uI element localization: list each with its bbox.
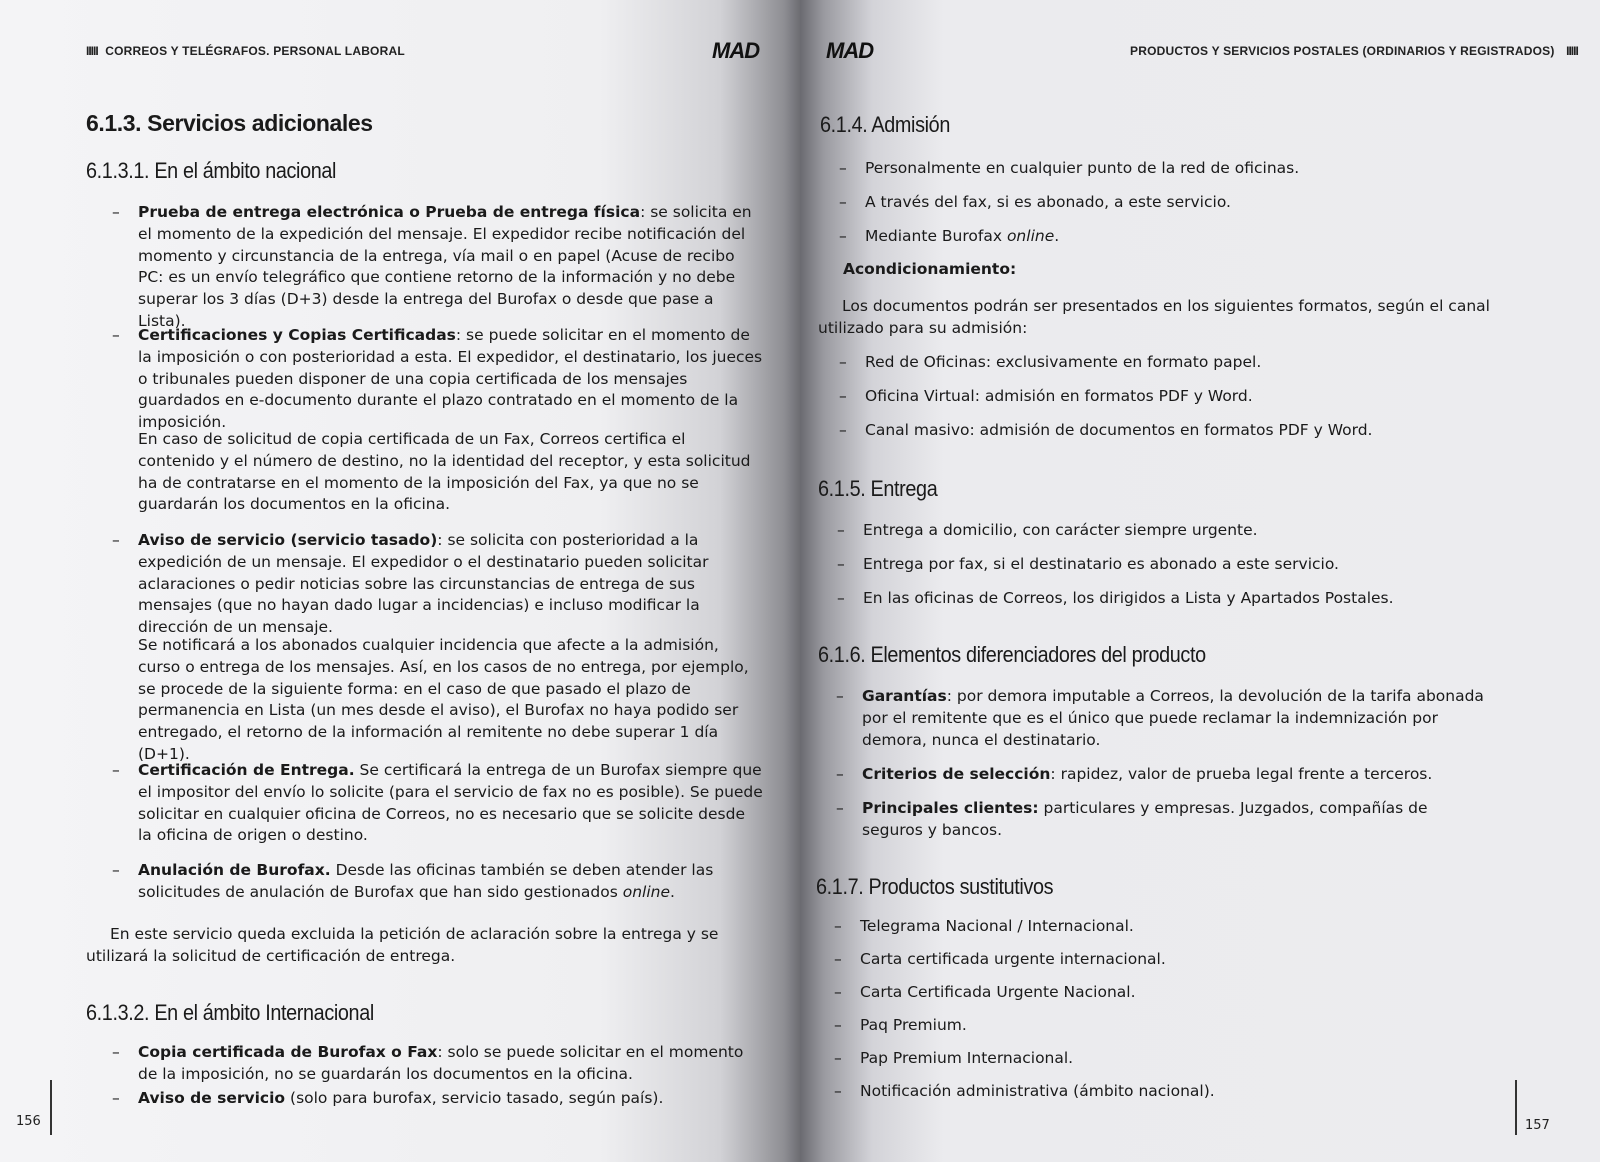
list-item-formato-3: – Canal masivo: admisión de documentos en formatos PDF y Word.	[839, 421, 1373, 439]
paragraph-copia-certificada: En caso de solicitud de copia certificada de un Fax, Correos certifica el contenido y el número de destino, no la identidad del receptor, y esta solicitud ha de contratarse en el momento de la imposición del Fax, ya que no se guardarán los documentos en la oficina.	[138, 430, 751, 514]
left-running-header	[86, 44, 405, 58]
section-heading-613: 6.1.3. Servicios adicionales	[86, 110, 373, 136]
right-page	[800, 0, 1600, 1162]
header-marks: IIIII	[86, 44, 98, 58]
paragraph-notificara: Se notificará a los abonados cualquier incidencia que afecte a la admisión, curso o entrega de los mensajes. Así, en los casos de no entrega, por ejemplo, se procede de la siguiente forma: en el caso de que pasado el plazo de permanencia en Lista (un mes desde el aviso), el Burofax no haya podido ser entregado, el retorno de la información al remitente no debe superar 1 día (D+1).	[138, 636, 749, 763]
list-item-sustitutivo-2: – Carta certificada urgente internacional.	[834, 950, 1166, 968]
list-item-aviso-servicio-internacional: – Aviso de servicio (solo para burofax, servicio tasado, según país).	[112, 1089, 664, 1107]
header-marks: IIIII	[1566, 44, 1578, 58]
list-item-sustitutivo-3: – Carta Certificada Urgente Nacional.	[834, 983, 1136, 1001]
list-item-clientes: – Principales clientes: particulares y empresas. Juzgados, compañías de seguros y bancos.	[836, 799, 1428, 839]
list-item-criterios: – Criterios de selección: rapidez, valor de prueba legal frente a terceros.	[836, 765, 1433, 783]
list-item-aviso-servicio: – Aviso de servicio (servicio tasado): se solicita con posterioridad a la expedición de un mensaje. El expedidor o el destinatario pueden solicitar aclaraciones o pedir noticias sobre las circunstancias de entrega de sus mensajes (que no hayan dado lugar a incidencias) e incluso modificar la dirección de un mensaje.	[112, 531, 709, 637]
list-item-garantias: – Garantías: por demora imputable a Correos, la devolución de la tarifa abonada por el remitente que es el único que puede reclamar la indemnización por demora, nunca el destinatario.	[836, 687, 1484, 749]
list-item-sustitutivo-1: – Telegrama Nacional / Internacional.	[834, 917, 1134, 935]
list-item-sustitutivo-4: – Paq Premium.	[834, 1016, 967, 1034]
subsection-heading-616: 6.1.6. Elementos diferenciadores del producto	[818, 642, 1206, 667]
list-item-certificacion-entrega: – Certificación de Entrega. Se certificará la entrega de un Burofax siempre que el impositor del envío lo solicite (para el servicio de fax no es posible). Se puede solicitar en cualquier oficina de Correos, no es necesario que se solicite desde la oficina de origen o destino.	[112, 761, 763, 845]
page-number-rule	[50, 1080, 52, 1135]
subsection-heading-615: 6.1.5. Entrega	[818, 476, 938, 501]
page-number: 156	[16, 1114, 41, 1129]
list-item-anulacion-burofax: – Anulación de Burofax. Desde las oficinas también se deben atender las solicitudes de anulación de Burofax que han sido gestionados online.	[112, 861, 714, 901]
header-title: CORREOS Y TELÉGRAFOS. PERSONAL LABORAL	[105, 44, 405, 58]
header-title: PRODUCTOS Y SERVICIOS POSTALES (ORDINARIOS Y REGISTRADOS)	[1130, 44, 1555, 58]
list-item-admision-2: – A través del fax, si es abonado, a este servicio.	[839, 193, 1231, 211]
list-item-sustitutivo-5: – Pap Premium Internacional.	[834, 1049, 1074, 1067]
page-number: 157	[1525, 1118, 1550, 1133]
list-item-prueba-entrega: – Prueba de entrega electrónica o Prueba de entrega física: se solicita en el momento de la expedición del mensaje. El expedidor recibe notificación del momento y circunstancia de la entrega, vía mail o en papel (Acuse de recibo PC: es un envío telegráfico que contiene retorno de la información y no debe superar los 3 días (D+3) desde la entrega del Burofax o desde que pase a Lista).	[112, 203, 752, 330]
publisher-logo: MAD	[712, 38, 760, 63]
paragraph-acondicionamiento: Los documentos podrán ser presentados en los siguientes formatos, según el canal utilizado para su admisión:	[818, 297, 1490, 337]
publisher-logo: MAD	[826, 38, 874, 63]
list-item-entrega-3: – En las oficinas de Correos, los dirigidos a Lista y Apartados Postales.	[837, 589, 1394, 607]
list-item-sustitutivo-6: – Notificación administrativa (ámbito nacional).	[834, 1082, 1215, 1100]
list-item-copia-burofax: – Copia certificada de Burofax o Fax: solo se puede solicitar en el momento de la imposición, no se guardarán los documentos en la oficina.	[112, 1043, 744, 1083]
list-item-certificaciones: – Certificaciones y Copias Certificadas: se puede solicitar en el momento de la imposición o con posterioridad a esta. El expedidor, el destinatario, los jueces o tribunales pueden disponer de una copia certificada de los mensajes guardados en e-documento durante el plazo contratado en el momento de la imposición.	[112, 326, 763, 432]
list-item-entrega-1: – Entrega a domicilio, con carácter siempre urgente.	[837, 521, 1258, 539]
list-item-admision-1: – Personalmente en cualquier punto de la red de oficinas.	[839, 159, 1300, 177]
subsection-heading-614: 6.1.4. Admisión	[820, 112, 950, 137]
page-number-rule	[1515, 1080, 1517, 1135]
subsection-heading-617: 6.1.7. Productos sustitutivos	[816, 874, 1054, 899]
list-item-entrega-2: – Entrega por fax, si el destinatario es abonado a este servicio.	[837, 555, 1339, 573]
paragraph-excluida: En este servicio queda excluida la petición de aclaración sobre la entrega y se utilizará la solicitud de certificación de entrega.	[86, 925, 719, 965]
subsection-heading-6132: 6.1.3.2. En el ámbito Internacional	[86, 1000, 374, 1025]
acondicionamiento-label: Acondicionamiento:	[843, 260, 1017, 278]
subsection-heading-6131: 6.1.3.1. En el ámbito nacional	[86, 158, 337, 183]
list-item-formato-1: – Red de Oficinas: exclusivamente en formato papel.	[839, 353, 1262, 371]
list-item-formato-2: – Oficina Virtual: admisión en formatos PDF y Word.	[839, 387, 1253, 405]
list-item-admision-3: – Mediante Burofax online.	[839, 227, 1060, 245]
right-running-header	[1130, 44, 1578, 58]
